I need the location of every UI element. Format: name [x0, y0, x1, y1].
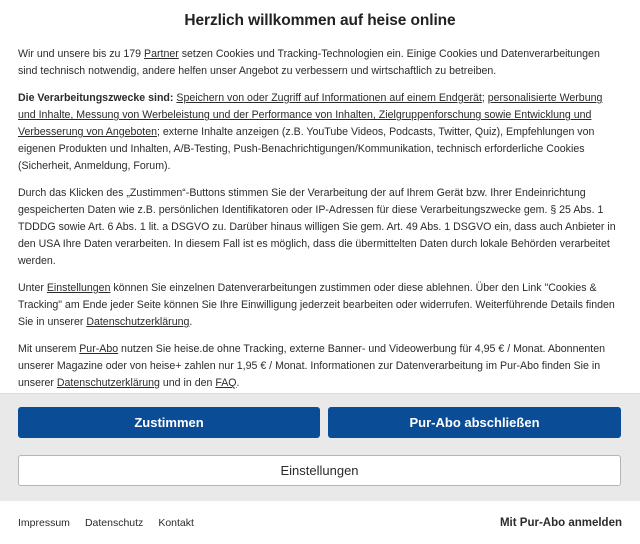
settings-button[interactable]: Einstellungen — [18, 455, 621, 486]
pur-text-2: nutzen Sie heise.de ohne Tracking, externe Banner- und Videowerbung für 4,95 € / Monat. Abonnenten unserer Magazine oder von heise+ zahlen nur 1,95 € / Monat. Informationen zur Datenverarbeitung im Pur-Abo finden Sie in unserer — [18, 343, 605, 389]
dialog-title: Herzlich willkommen auf heise online — [184, 12, 456, 29]
settings-link[interactable]: Einstellungen — [46, 282, 111, 294]
intro-paragraph — [18, 46, 622, 80]
faq-link[interactable]: FAQ — [215, 377, 237, 389]
datenschutz-link[interactable]: Datenschutz — [84, 516, 144, 529]
partner-link[interactable]: Partner — [144, 48, 179, 60]
purposes-paragraph — [18, 90, 622, 175]
footer-links — [18, 517, 194, 529]
intro-text-1: Wir und unsere bis zu 179 — [18, 48, 145, 60]
kontakt-link[interactable]: Kontakt — [158, 516, 194, 529]
personalized-ads-link[interactable]: personalisierte Werbung und Inhalte, Messung von Werbeleistung und der Performance von Inhalten, Zielgruppenforschung sowie Entwicklung und Verbesserung von Angeboten — [18, 92, 603, 138]
purposes-label: Die Verarbeitungszwecke sind: — [18, 92, 174, 104]
purposes-separator: ; — [481, 92, 488, 104]
storage-access-link[interactable]: Speichern von oder Zugriff auf Informationen auf einem Endgerät — [176, 92, 482, 104]
settings-text-3: . — [189, 316, 193, 328]
privacy-policy-link[interactable]: Datenschutzerklärung — [56, 377, 160, 389]
pur-text-1: Mit unserem — [18, 343, 80, 355]
purposes-rest-text: ; externe Inhalte anzeigen (z.B. YouTube Videos, Podcasts, Twitter, Quiz), Empfehlungen von eigenen Produkten und Inhalten, A/B-Testing, Push-Benachrichtigungen/Kommunikation, technisch erforderliche Cookies (Sicherheit, Anmeldung, Forum). — [18, 126, 595, 172]
action-bar — [0, 393, 640, 502]
pur-text-3: und in den — [159, 377, 216, 389]
settings-info-paragraph — [18, 280, 622, 331]
pur-abo-button[interactable]: Pur-Abo abschließen — [328, 407, 621, 438]
consent-info-paragraph: Durch das Klicken des „Zustimmen“-Buttons stimmen Sie der Verarbeitung der auf Ihrem Gerät bzw. Ihrer Endeinrichtung gespeicherten Daten wie z.B. persönlichen Identifikatoren oder IP-Adressen für diese Verarbeitungszwecke gem. § 25 Abs. 1 TDDDG sowie Art. 6 Abs. 1 lit. a DSGVO zu. Darüber hinaus willigen Sie gem. Art. 49 Abs. 1 DSGVO ein, dass auch Anbieter in den USA Ihre Daten verarbeiten. In diesem Fall ist es möglich, dass die übermittelten Daten durch lokale Behörden verarbeitet werden. — [18, 187, 616, 267]
pur-abo-login-link[interactable]: Mit Pur-Abo anmelden — [499, 516, 622, 529]
pur-abo-link[interactable]: Pur-Abo — [79, 343, 119, 355]
privacy-policy-link[interactable]: Datenschutzerklärung — [86, 316, 190, 328]
settings-text-1: Unter — [18, 282, 47, 294]
footer — [0, 501, 640, 544]
impressum-link[interactable]: Impressum — [18, 516, 70, 529]
pur-text-4: . — [236, 377, 240, 389]
accept-button[interactable]: Zustimmen — [18, 407, 320, 438]
intro-text-2: setzen Cookies und Tracking-Technologien ein. Einige Cookies und Datenverarbeitungen sind technisch notwendig, andere helfen unser Angebot zu verbessern und wirtschaftlich zu betreiben. — [18, 48, 600, 77]
pur-info-paragraph — [18, 341, 622, 392]
settings-text-2: können Sie einzelnen Datenverarbeitungen zustimmen oder diese ablehnen. Über den Link "Cookies & Tracking" am Ende jeder Seite können Sie Ihre Einwilligung jederzeit bearbeiten oder widerrufen. Weiterführende Details finden Sie in unserer — [18, 282, 615, 328]
